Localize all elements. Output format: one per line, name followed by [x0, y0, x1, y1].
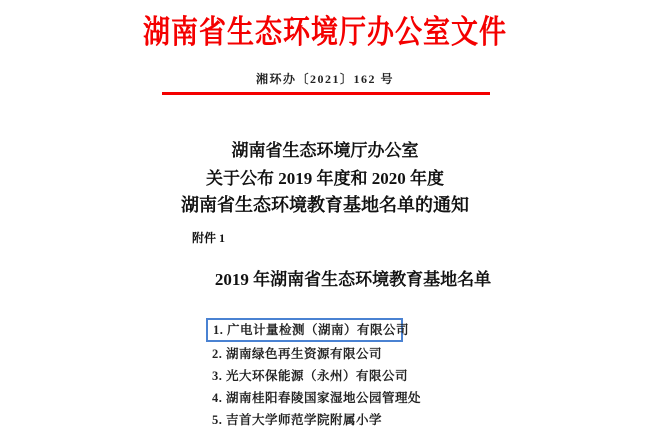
attachment-label: 附件 1 — [192, 231, 226, 245]
section-title: 2019 年湖南省生态环境教育基地名单 — [214, 270, 492, 289]
document-number: 湘环办〔2021〕162 号 — [255, 72, 394, 86]
notice-title-line-2: 关于公布 2019 年度和 2020 年度 — [206, 169, 444, 188]
list-item-highlighted[interactable]: 1. 广电计量检测（湖南）有限公司 — [206, 318, 403, 342]
list-item: 4. 湖南桂阳春陵国家湿地公园管理处 — [212, 391, 422, 405]
notice-title-line-3: 湖南省生态环境教育基地名单的通知 — [181, 195, 469, 215]
header-divider-line — [162, 92, 490, 95]
document-header-title: 湖南省生态环境厅办公室文件 — [143, 14, 507, 50]
notice-title-line-1: 湖南省生态环境厅办公室 — [231, 141, 419, 160]
list-item: 3. 光大环保能源（永州）有限公司 — [212, 369, 409, 383]
list-item: 2. 湖南绿色再生资源有限公司 — [212, 347, 383, 361]
list-item: 5. 吉首大学师范学院附属小学 — [212, 413, 383, 427]
